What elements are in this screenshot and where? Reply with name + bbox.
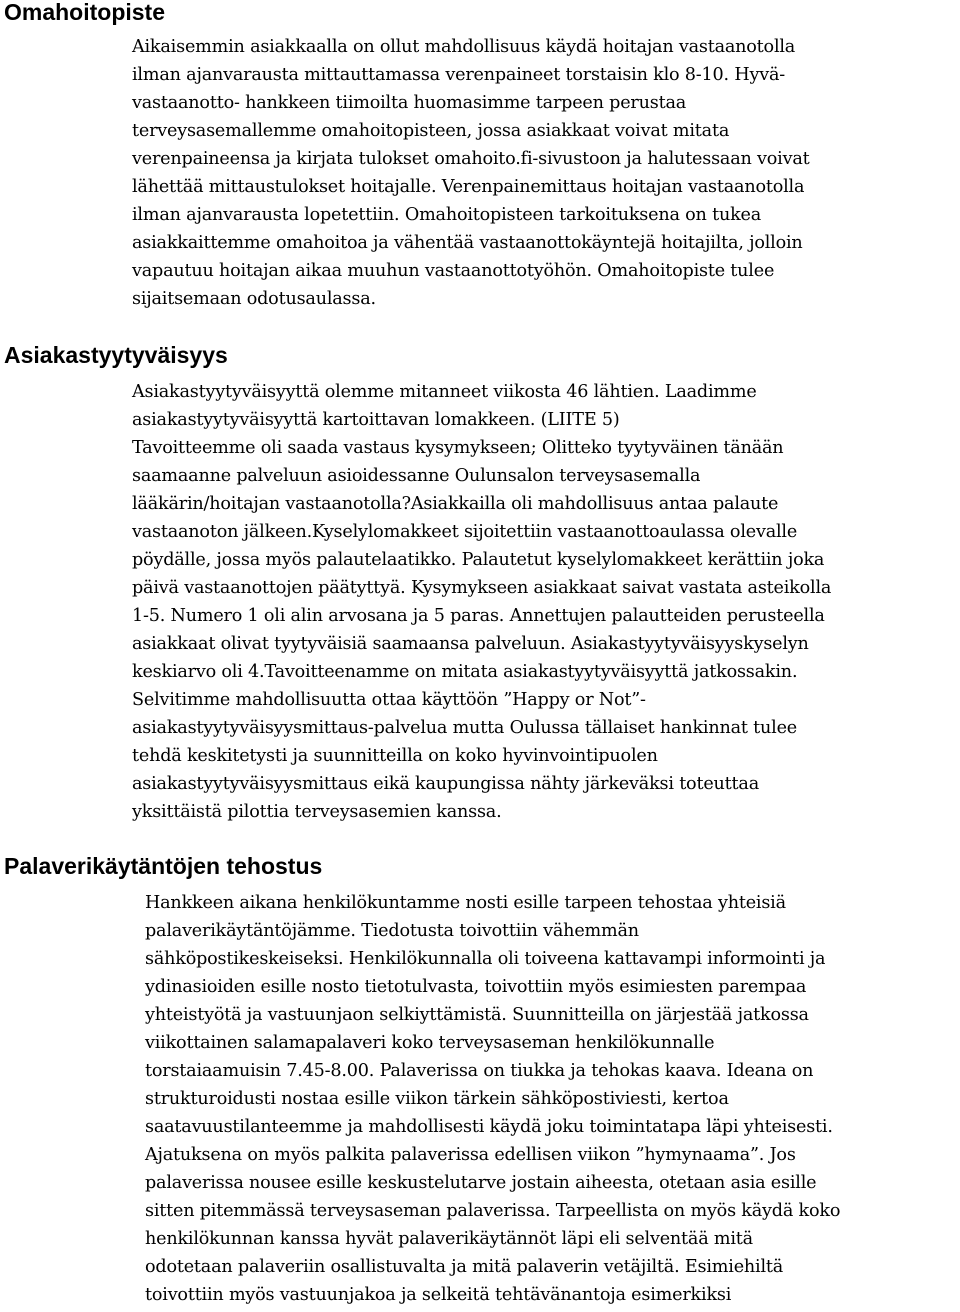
text-line: odotetaan palaveriin osallistuvalta ja mitä palaverin vetäjiltä. Esimiehiltä [145, 1257, 784, 1277]
text-line: toivottiin myös vastuunjakoa ja selkeitä tehtävänantoja esimerkiksi [145, 1285, 732, 1305]
text-line: strukturoidusti nostaa esille viikon tärkein sähköpostiviesti, kertoa [145, 1089, 729, 1109]
text-line: viikottainen salamapalaveri koko terveysaseman henkilökunnalle [145, 1033, 715, 1053]
section-heading-asiakastyytyvaisyys: Asiakastyytyväisyys [4, 342, 228, 368]
text-line: lääkärin/hoitajan vastaanotolla?Asiakkailla oli mahdollisuus antaa palaute [132, 494, 779, 514]
text-line: palaverikäytäntöjämme. Tiedotusta toivottiin vähemmän [145, 921, 639, 941]
text-line: Aikaisemmin asiakkaalla on ollut mahdollisuus käydä hoitajan vastaanotolla [132, 37, 796, 57]
text-line: päivä vastaanottojen päätyttyä. Kysymykseen asiakkaat saivat vastata asteikolla [132, 578, 832, 598]
text-line: Ajatuksena on myös palkita palaverissa edellisen viikon ”hymynaama”. Jos [145, 1145, 796, 1165]
text-line: Asiakastyytyväisyyttä olemme mitanneet viikosta 46 lähtien. Laadimme [132, 382, 757, 402]
text-line: keskiarvo oli 4.Tavoitteenamme on mitata asiakastyytyväisyyttä jatkossakin. [132, 662, 798, 682]
text-line: Hankkeen aikana henkilökuntamme nosti esille tarpeen tehostaa yhteisiä [145, 893, 786, 913]
text-line: yksittäistä pilottia terveysasemien kanssa. [132, 802, 502, 822]
text-line: asiakkaittemme omahoitoa ja vähentää vastaanottokäyntejä hoitajilta, jolloin [132, 233, 803, 253]
text-line: ydinasioiden esille nosto tietotulvasta, toivottiin myös esimiesten parempaa [145, 977, 807, 997]
section-body-palaverikaytannot [145, 889, 840, 1309]
text-line: 1-5. Numero 1 oli alin arvosana ja 5 paras. Annettujen palautteiden perusteella [132, 606, 825, 626]
text-line: asiakkaat olivat tyytyväisiä saamaansa palveluun. Asiakastyytyväisyyskyselyn [132, 634, 809, 654]
text-line: Selvitimme mahdollisuutta ottaa käyttöön ”Happy or Not”- [132, 690, 646, 710]
text-line: torstaiaamuisin 7.45-8.00. Palaverissa on tiukka ja tehokas kaava. Ideana on [145, 1061, 814, 1081]
text-line: vastaanotto- hankkeen tiimoilta huomasimme tarpeen perustaa [132, 93, 687, 113]
text-line: verenpaineensa ja kirjata tulokset omahoito.fi-sivustoon ja halutessaan voivat [132, 149, 810, 169]
text-line: asiakastyytyväisyysmittaus eikä kaupungissa nähty järkeväksi toteuttaa [132, 774, 759, 794]
section-heading-palaverikaytannot: Palaverikäytäntöjen tehostus [4, 853, 323, 879]
text-line: palaverissa nousee esille keskustelutarve jostain aiheesta, otetaan asia esille [145, 1173, 817, 1193]
text-line: Tavoitteemme oli saada vastaus kysymykseen; Olitteko tyytyväinen tänään [132, 438, 784, 458]
text-line: sitten pitemmässä terveysaseman palaverissa. Tarpeellista on myös käydä koko [145, 1201, 841, 1221]
text-line: vapautuu hoitajan aikaa muuhun vastaanottotyöhön. Omahoitopiste tulee [132, 261, 775, 281]
text-line: asiakastyytyväisyyttä kartoittavan lomakkeen. (LIITE 5) [132, 410, 620, 430]
text-line: terveysasemallemme omahoitopisteen, jossa asiakkaat voivat mitata [132, 121, 730, 141]
text-line: tehdä keskitetysti ja suunnitteilla on koko hyvinvointipuolen [132, 746, 658, 766]
text-line: lähettää mittaustulokset hoitajalle. Verenpainemittaus hoitajan vastaanotolla [132, 177, 805, 197]
text-line: henkilökunnan kanssa hyvät palaverikäytännöt läpi eli selventää mitä [145, 1229, 753, 1249]
text-line: ilman ajanvarausta lopetettiin. Omahoitopisteen tarkoituksena on tukea [132, 205, 762, 225]
text-line: saamaanne palveluun asioidessanne Oulunsalon terveysasemalla [132, 466, 701, 486]
text-line: sähköpostikeskeiseksi. Henkilökunnalla oli toiveena kattavampi informointi ja [145, 949, 826, 969]
text-line: asiakastyytyväisyysmittaus-palvelua mutta Oulussa tällaiset hankinnat tulee [132, 718, 798, 738]
section-body-omahoitopiste [132, 33, 810, 313]
text-line: ilman ajanvarausta mittauttamassa verenpaineet torstaisin klo 8-10. Hyvä- [132, 65, 785, 85]
text-line: saatavuustilanteemme ja mahdollisesti käydä joku toimintatapa läpi yhteisesti. [145, 1117, 833, 1137]
section-heading-omahoitopiste: Omahoitopiste [4, 0, 166, 25]
text-line: pöydälle, jossa myös palautelaatikko. Palautetut kyselylomakkeet kerättiin joka [132, 550, 825, 570]
text-line: vastaanoton jälkeen.Kyselylomakkeet sijoitettiin vastaanottoaulassa olevalle [132, 522, 798, 542]
section-body-asiakastyytyvaisyys [132, 378, 831, 826]
text-line: yhteistyötä ja vastuunjaon selkiyttämistä. Suunnitteilla on järjestää jatkossa [145, 1005, 809, 1025]
text-line: sijaitsemaan odotusaulassa. [132, 289, 376, 309]
